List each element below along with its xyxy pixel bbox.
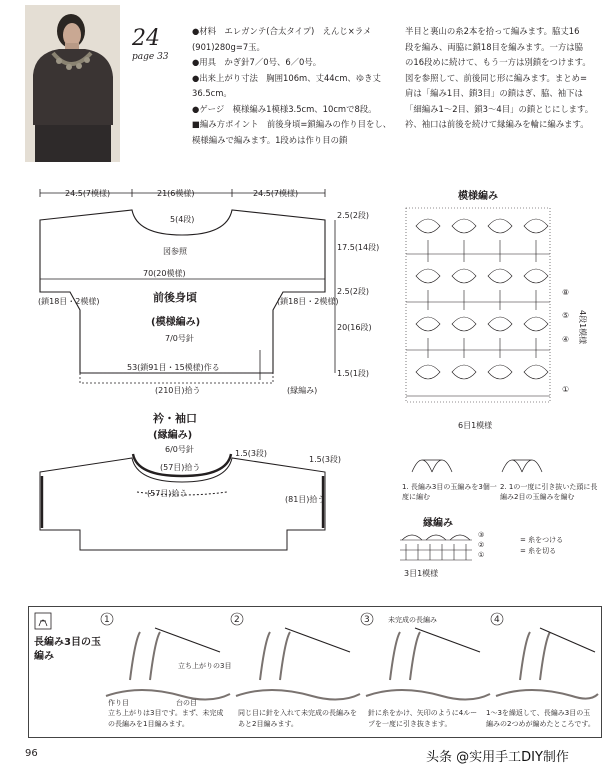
- standup-label: 立ち上がりの3目: [178, 662, 232, 670]
- collar-pickup-2: (57目)拾う: [147, 489, 188, 498]
- point-text: ■編み方ポイント 前後身頃=鎖編みの作り目をし、模様編みで編みます。1段めは作り目の鎖: [192, 119, 392, 145]
- cluster-note-1: 1. 長編み3目の玉編みを3個一度に編む: [402, 483, 497, 501]
- side-repeat-label: 4段1模様: [578, 310, 587, 345]
- body-title: 前後身頃: [153, 291, 197, 304]
- hem-pickup: (210目)拾う: [155, 386, 201, 395]
- body-diagram: [25, 180, 380, 400]
- side-note-left: (鎖18目・2模様): [38, 297, 100, 306]
- page-number: 96: [25, 748, 38, 759]
- material-text: ●材料 エレガンテ(合太タイプ) えんじ×ラメ(901)280g=7玉。: [192, 26, 372, 52]
- unfinished-label: 未完成の長編み: [388, 616, 437, 624]
- collar-pickup-1: (57目)拾う: [160, 463, 201, 472]
- edging-row: ①: [478, 551, 485, 559]
- chest-width: 70(20模様): [143, 269, 186, 278]
- source-credit: 头条 @实用手工DIY制作: [426, 750, 569, 765]
- foundation-chain: 53(鎖91目・15模様)作る: [127, 363, 220, 372]
- legend-cut-yarn: = 糸を切る: [520, 547, 557, 555]
- step-number: 1: [104, 615, 110, 625]
- cluster-note-2: 2. 1の一度に引き抜いた頭に長編み2目の玉編みを編む: [500, 483, 598, 501]
- stitch-illustrations: [100, 610, 598, 706]
- right-dim: 1.5(1段): [337, 369, 370, 378]
- right-dim: 17.5(14段): [337, 243, 380, 252]
- row-label: ④: [562, 335, 570, 344]
- step-number: 3: [364, 615, 370, 625]
- step-caption: 同じ目に針を入れて未完成の長編みをあと2目編みます。: [238, 709, 357, 728]
- edging-chart: [396, 530, 476, 568]
- collar-title: 衿・袖口: [153, 412, 197, 425]
- legend-attach-yarn: = 糸をつける: [520, 536, 564, 544]
- instruction-line: 衿、袖口は前後を続けて縁編みを輪に編みます。: [405, 119, 589, 129]
- cluster-symbols: [402, 440, 582, 480]
- model-photo: [25, 5, 120, 162]
- top-width-left: 24.5(7模様): [65, 189, 111, 198]
- pattern-number: 24: [132, 26, 160, 51]
- step-caption: 1〜3を繰返して、長編み3目の玉編みの2つめが編めたところです。: [486, 709, 595, 728]
- instruction-line: 半目と裏山の糸2本を拾って編みます。脇丈16: [405, 26, 580, 36]
- edging-row-labels: [478, 530, 484, 560]
- pattern-chart: [404, 206, 554, 404]
- right-dim: 20(16段): [337, 323, 372, 332]
- top-width-right: 24.5(7模様): [253, 189, 299, 198]
- collar-depth-1: 1.5(3段): [235, 449, 268, 458]
- model-illustration: [25, 5, 120, 162]
- size-text: ●出来上がり寸法 胸囲106m、丈44cm、ゆき丈36.5cm。: [192, 72, 381, 98]
- tools-text: ●用具 かぎ針7／0号、6／0号。: [192, 57, 322, 67]
- instructions-block: [405, 24, 605, 133]
- step-number: 2: [234, 615, 240, 625]
- body-subtitle: (模様編み): [151, 317, 201, 328]
- sleeve-pickup: (81目)拾う: [285, 495, 326, 504]
- edging-repeat-label: 3目1模様: [404, 569, 439, 578]
- instruction-line: 「細編み1〜2目、鎖3〜4目」の鎖とじにします。: [405, 103, 594, 114]
- instruction-line: 肩は「編み1目、鎖3目」の鎖はぎ、脇、袖下は: [405, 88, 583, 98]
- collar-subtitle: (縁編み): [153, 430, 193, 441]
- page-reference: page 33: [132, 52, 169, 62]
- neck-depth: 5(4段): [170, 215, 195, 224]
- chain-label: 作り目: [108, 699, 129, 707]
- body-hook: 7/0号針: [165, 334, 194, 343]
- pattern-repeat-label: 6目1模様: [458, 421, 493, 430]
- right-dim: 2.5(2段): [337, 287, 370, 296]
- collar-depth-2: 1.5(3段): [309, 455, 342, 464]
- edging-label: (縁編み): [287, 386, 318, 395]
- row-label: ⑤: [562, 311, 570, 320]
- edging-row: ③: [478, 531, 485, 539]
- row-label: ⑧: [562, 288, 570, 297]
- gauge-text: ●ゲージ 模様編み1模様3.5cm、10cmで8段。: [192, 103, 377, 114]
- step-caption: 針に糸をかけ、矢印のように4ループを一度に引き抜きます。: [368, 709, 478, 728]
- collar-hook: 6/0号針: [165, 445, 194, 454]
- cluster-stitch-icon: [34, 612, 52, 630]
- edging-chart-title: 縁編み: [423, 518, 453, 529]
- instruction-line: の16段めに続けて、もう一方は別鎖をつけます。: [405, 57, 591, 67]
- step-caption: 立ち上がりは3目です。まず、未完成の長編みを1目編みます。: [108, 709, 224, 728]
- top-width-center: 21(6模様): [157, 189, 195, 198]
- step-number: 4: [494, 615, 500, 625]
- instruction-line: 段を編み、両脇に鎖18目を編みます。一方は脇: [405, 41, 583, 52]
- instruction-line: 図を参照して、前後同じ形に編みます。まとめ=: [405, 72, 588, 83]
- row-label: ①: [562, 385, 570, 394]
- stitch-guide-title: 長編み3目の玉編み: [34, 637, 101, 662]
- edging-legend: [520, 535, 563, 557]
- base-stitch-label: 台の目: [176, 699, 197, 707]
- spec-block: [192, 24, 392, 148]
- side-note-right: (鎖18目・2模様): [277, 297, 339, 306]
- right-dim: 2.5(2段): [337, 211, 370, 220]
- chart-row-labels: [556, 280, 596, 400]
- collar-diagram: [25, 410, 370, 555]
- pattern-chart-title: 模様編み: [458, 191, 498, 202]
- diagram-reference: 図参照: [163, 247, 187, 256]
- edging-row: ②: [478, 541, 485, 549]
